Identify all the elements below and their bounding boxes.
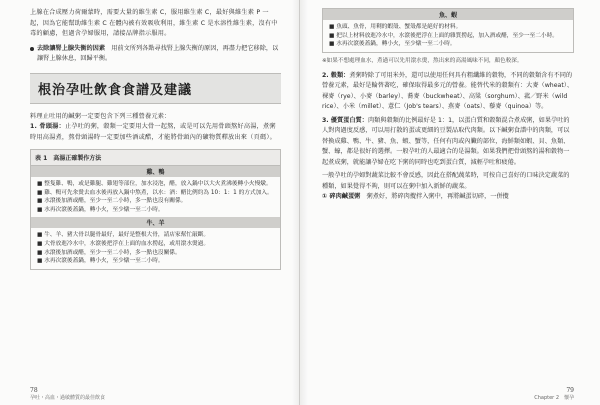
left-page-number: 78 xyxy=(30,387,38,394)
intro-paragraph: 上腺在合成壓力荷爾蒙時，需要大量的維生素 C，服用維生素 C，最好與維生素 P 一起，因為它能幫助維生素 C 在體內被有效吸收利用，維生素 C 是水溶性維生素，沒有中毒的顧慮，但過含孕婦服用，請接品牌指示服用。 xyxy=(30,9,278,37)
bullet-label: 去除讓腎上腺失衡的因素 xyxy=(37,44,106,52)
table-row: ■ 大骨放進冷水中，水滾後把浮在上面的血水撈起，或用滾水燙過。 xyxy=(37,240,210,247)
item-3-text: 肉類與穀類的比例最好是 1：1，以蛋白質和穀類混合煮成粥，如果孕吐的人對肉過度反感，可以用打散的蛋或更細的豆製品取代肉類。以下鹹粥食譜中的肉類，可以替換成雞、鴨、牛、豬、魚、蝦、蟹等，任何有肉或內臟的部位，海鮮類如蝦、貝、魚類、蟹、蠔，都是很好的選擇。一般孕吐的人最適合的是湯類。如果我們把骨頭熬的湯和穀物一起煮成粥，就能讓孕婦在吃下粥的同時也吃到蛋白質，減輕孕吐和疲倦。 xyxy=(322,116,570,166)
bullet-adrenal xyxy=(30,44,281,65)
table-body-3 xyxy=(323,20,573,52)
item-2 xyxy=(322,71,574,113)
chapter-title-box xyxy=(30,73,281,104)
table-category-fish-shrimp: 魚、蝦 xyxy=(323,9,573,20)
right-footer xyxy=(534,387,574,401)
table-header: 表 1 高湯正確製作方法 xyxy=(31,150,280,166)
table-row: ■ 水再次滾後蓋鍋，轉小火，至少燉一至二小時。 xyxy=(329,41,456,48)
table-note: ※如果不想處理血水，煮過可以先用滾水燙，熬出來的高湯風味不同，顏色較深。 xyxy=(322,57,523,64)
bullet-icon xyxy=(30,47,34,51)
item-1-text: 止孕吐的粥，穀類一定要用大骨一起熬，或是可以先用骨頭熬好高湯，煮粥時用高湯煮，熬骨頭湯時一定要加些酒或醋，才能將骨頭內的礦物質釋放出來（頁碼）。 xyxy=(30,123,277,141)
table-body-1 xyxy=(31,177,280,217)
left-footer-text: 孕吐・高血・過敏體質的最佳飲食 xyxy=(30,395,106,401)
item-2-text: 煮粥時除了可用米外，還可以使用任何具有粗纖維的穀物，不同的穀類含有不同的營養元素，最好是輪替著吃，確保取得最多元的營養。能替代米的穀類有：大麥（wheat）、裸麥（rye）、小麥（barley）、蕎麥（buckwheat）、高粱（sorghum）、菰／野米（wild rice）、小米（millet）、薏仁（Job's tears）、燕麥（oats）、藜麥（quinoa）等。 xyxy=(322,71,574,111)
item-2-label: 2. 穀類： xyxy=(322,71,350,79)
broth-table xyxy=(30,149,281,270)
item-3-label: 3. 優質蛋白質： xyxy=(322,116,368,124)
chapter-title: 根治孕吐飲食食譜及建議 xyxy=(38,82,193,98)
table-category-beef-lamb: 牛、羊 xyxy=(31,217,280,228)
right-page-number: 79 xyxy=(566,387,574,394)
table-row: ■ 雞、鴨可先汆燙去血水後再放入鍋中熬煮，以水：酒：醋比例約為 10：1：1 的方式加入。 xyxy=(37,189,273,196)
table-row: ■ 水再次滾後蓋鍋，轉小火，至少燉一至二小時。 xyxy=(37,206,164,213)
seafood-table xyxy=(322,8,574,53)
right-footer-text: Chapter 2 懷孕 xyxy=(534,395,574,401)
item-3 xyxy=(322,116,574,169)
table-row: ■ 把以上材料放進冷水中，水滾後把浮在上面的雜質撈起，加入酒或醋，至少一至二小時。 xyxy=(329,32,558,39)
table-row: ■ 整隻雞、鴨，或是雞腿、雞翅等部位，加水浸泡，醋，放入鍋中以大火煮沸後轉小火慢燉。 xyxy=(37,181,272,187)
table-row: ■ 水滾後加酒或醋，至少一至二小時，多一點也沒關係。 xyxy=(37,249,181,256)
item-3-paragraph-2: 一般孕吐的孕婦對蔬菜比較不會反感，因此在搭配蔬菜時，可按自己喜好的口味決定蔬菜的種類，如果覺得不夠，則可以在粥中加入新鮮的蔬菜。 xyxy=(322,172,570,190)
right-page xyxy=(300,0,600,405)
sub-bullet-label: ① 碎肉鹹蛋粥 xyxy=(322,193,361,201)
sub-bullet-text: 粥煮好，將碎肉攪拌入粥中，再將鹹蛋切碎，一併攪 xyxy=(366,193,509,201)
table-category-chicken-duck: 雞、鴨 xyxy=(31,166,280,177)
item-1-label: 1. 骨頭湯： xyxy=(30,123,65,130)
chapter-intro: 料理止吐用的鹹粥一定要包含下列三種營養元素： xyxy=(30,112,171,120)
item-1 xyxy=(30,122,281,143)
table-body-2 xyxy=(31,228,280,268)
table-row: ■ 水滾後加酒或醋，至少一至二小時，多一點也沒有關係。 xyxy=(37,198,187,205)
table-row: ■ 水再次滾後蓋鍋，轉小火，至少燉一至二小時。 xyxy=(37,258,164,265)
left-footer xyxy=(30,387,105,401)
table-row: ■ 魚頭、魚骨，用剩的蝦殼、蟹殼都是絕好的材料。 xyxy=(329,24,462,30)
book-fold xyxy=(292,0,308,405)
table-row: ■ 牛、羊、豬大骨以腿骨最好，最好是整根大骨，請店家幫忙敲斷。 xyxy=(37,232,210,239)
sub-bullet xyxy=(322,192,574,203)
bullet-text: 用前文所列各點尋找腎上腺失衡的原因，再盡力把它移除，以讓腎上腺休息，回歸平衡。 xyxy=(37,44,279,62)
